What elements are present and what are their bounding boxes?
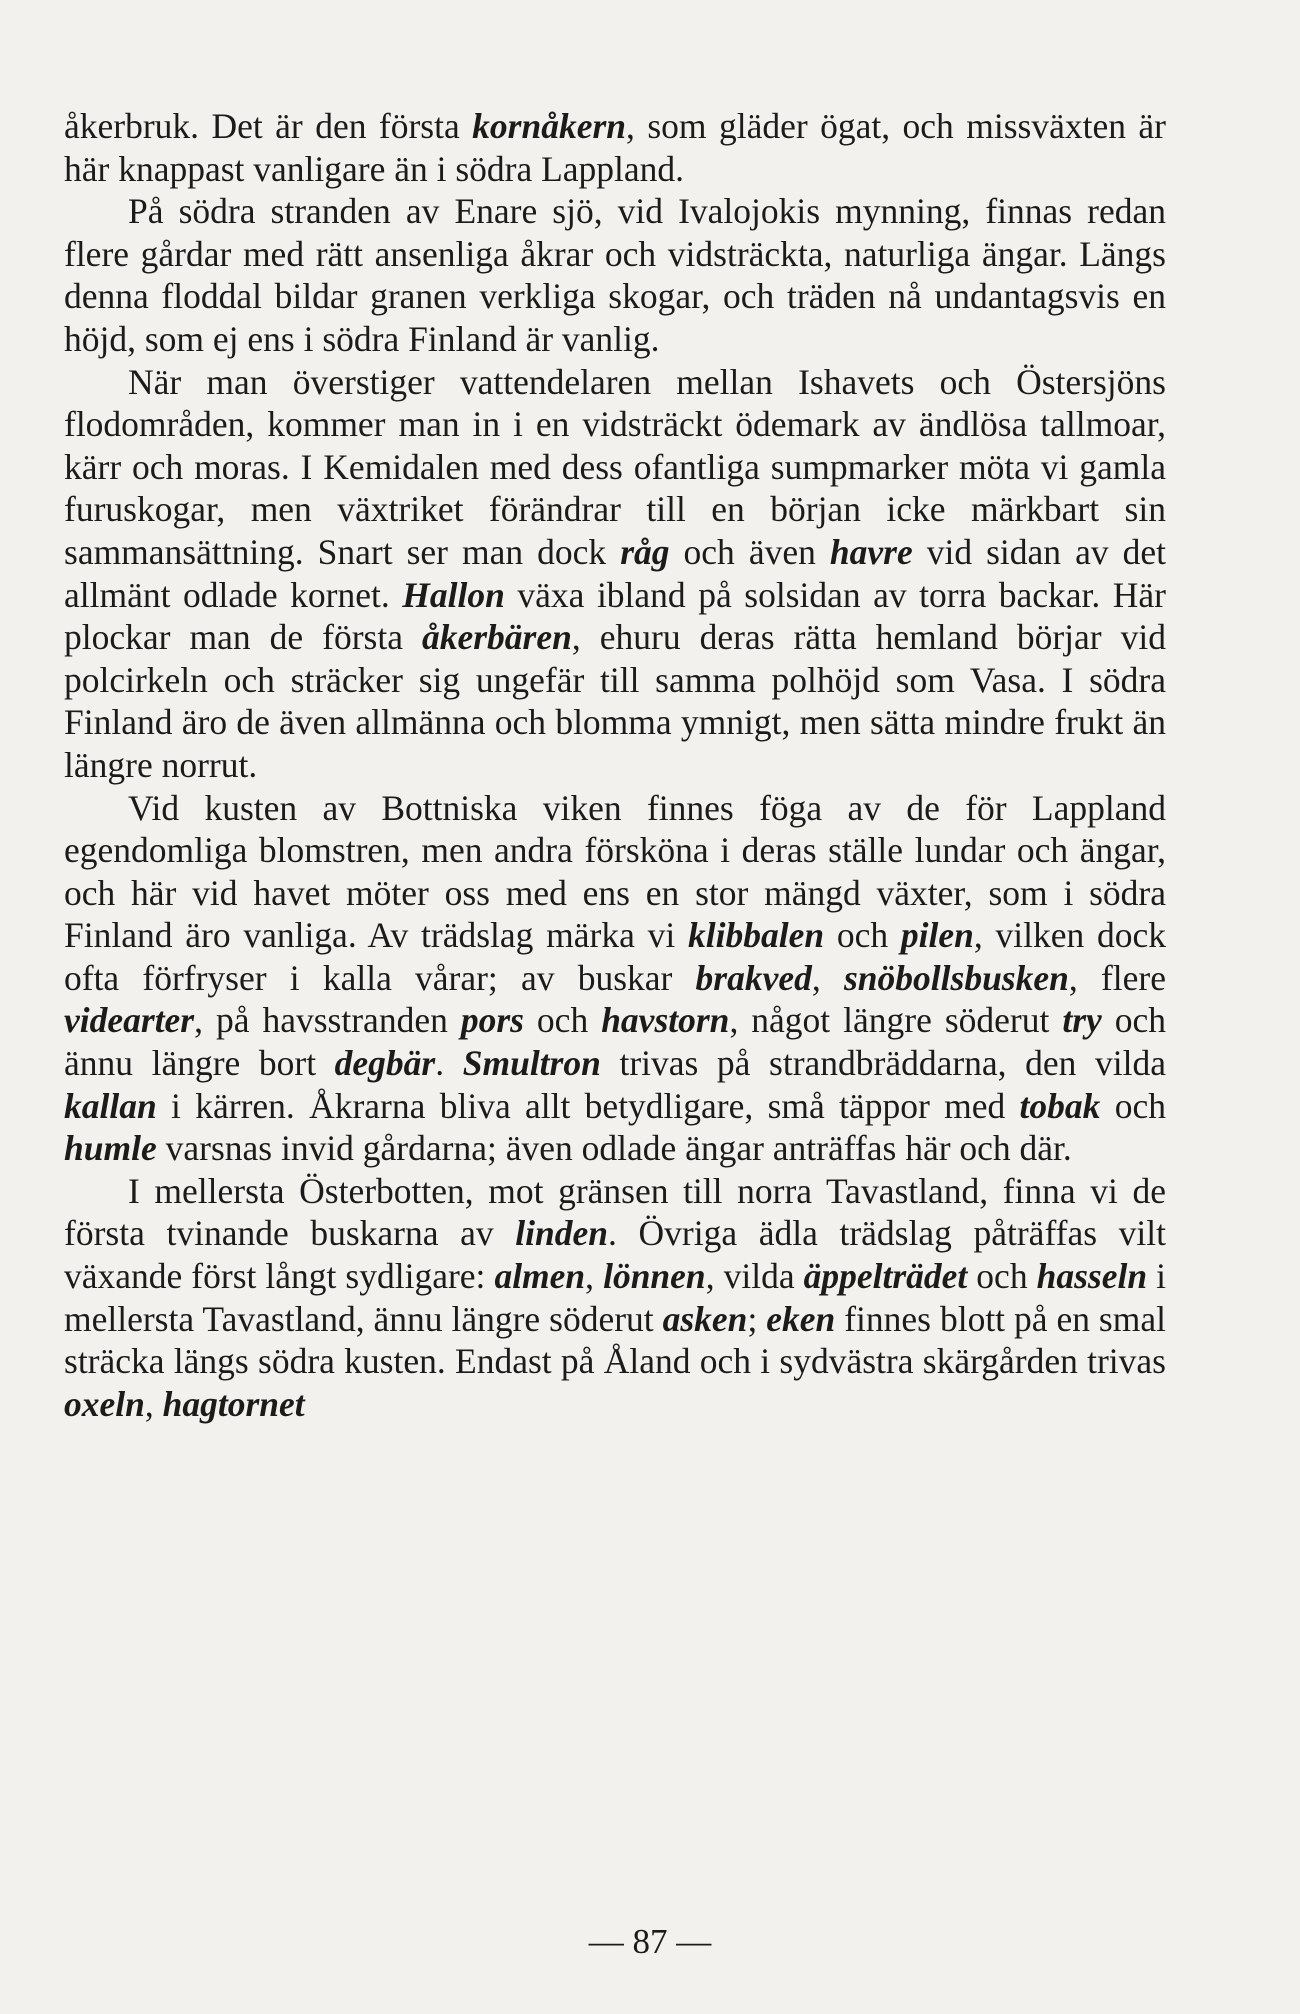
italic-term: äppelträdet bbox=[803, 1256, 968, 1297]
page-number: — 87 — bbox=[588, 1922, 712, 1961]
text-run: När man överstiger vattendelaren mellan Ishavets och Östersjöns flodområden, kommer man in i en vidsträckt ödemark av ändlösa tallmoar, kärr och moras. I Kemidalen med dess ofantliga sumpmarker möta vi gamla furuskogar, men växtriket förändrar till en början icke märkbart sin sammansättning. Snart ser man dock bbox=[64, 361, 1166, 572]
text-run: vid sidan av det allmänt odlade kornet. bbox=[64, 531, 1166, 615]
text-run: och även bbox=[669, 531, 830, 572]
italic-term: snöbollsbusken bbox=[843, 957, 1069, 998]
paragraph bbox=[64, 787, 1166, 1170]
paragraph bbox=[64, 190, 1166, 360]
italic-term: råg bbox=[620, 531, 670, 572]
text-run: i kärren. Åkrarna bliva allt betydligare, små täppor med bbox=[156, 1085, 1020, 1126]
italic-term: hagtornet bbox=[162, 1383, 305, 1424]
italic-term: brakved bbox=[695, 957, 812, 998]
paragraph bbox=[64, 361, 1166, 787]
italic-term: degbär bbox=[334, 1043, 436, 1084]
text-run: , på havsstranden bbox=[194, 1000, 461, 1041]
text-run: åkerbruk. Det är den första bbox=[64, 106, 473, 146]
italic-term: Smultron bbox=[462, 1043, 601, 1084]
italic-term: almen bbox=[494, 1256, 586, 1297]
text-run: , vilda bbox=[705, 1256, 804, 1297]
text-run: växa ibland på solsidan av torra backar. Här plockar man de första bbox=[64, 574, 1166, 658]
paragraph bbox=[64, 105, 1166, 190]
italic-term: havstorn bbox=[601, 1000, 730, 1041]
italic-term: pilen bbox=[900, 915, 974, 956]
text-run: finnes blott på en smal sträcka längs södra kusten. Endast på Åland och i sydvästra skärgården trivas bbox=[64, 1298, 1166, 1382]
text-run: och ännu längre bort bbox=[64, 1000, 1167, 1084]
text-run: , som gläder ögat, och missväxten är här knappast vanligare än i södra Lappland. bbox=[64, 106, 1166, 189]
italic-term: pors bbox=[460, 1000, 524, 1041]
text-run: I mellersta Österbotten, mot gränsen till norra Tavastland, finna vi de första tvinande buskarna av bbox=[64, 1170, 1166, 1254]
italic-term: asken bbox=[662, 1298, 748, 1339]
italic-term: tobak bbox=[1019, 1085, 1101, 1126]
text-run: På södra stranden av Enare sjö, vid Ivalojokis mynning, finnas redan flere gårdar med rätt ansenliga åkrar och vidsträckta, naturliga ängar. Längs denna floddal bildar granen verkliga skogar, och träden nå undantagsvis en höjd, som ej ens i södra Finland är vanlig. bbox=[64, 191, 1166, 359]
italic-term: videarter bbox=[64, 1000, 195, 1041]
italic-term: klibbalen bbox=[687, 915, 825, 956]
italic-term: eken bbox=[766, 1298, 836, 1339]
text-run: , något längre söderut bbox=[729, 1000, 1063, 1041]
text-run: , flere bbox=[1068, 957, 1166, 998]
text-run: . bbox=[435, 1043, 463, 1084]
italic-term: Hallon bbox=[402, 574, 505, 615]
italic-term: hasseln bbox=[1036, 1256, 1148, 1297]
text-run: i mellersta Tavastland, ännu längre söderut bbox=[64, 1256, 1167, 1339]
italic-term: linden bbox=[515, 1213, 608, 1254]
italic-term: lönnen bbox=[603, 1256, 706, 1297]
text-run: , bbox=[585, 1256, 604, 1297]
text-run: och bbox=[523, 1000, 602, 1041]
text-run: trivas på strandbräddarna, den vilda bbox=[600, 1043, 1166, 1084]
text-run: varsnas invid gårdarna; även odlade ängar anträffas här och där. bbox=[156, 1128, 1072, 1169]
text-run: och bbox=[1100, 1085, 1166, 1126]
italic-term: kornåkern bbox=[472, 106, 627, 146]
text-run: , ehuru deras rätta hemland börjar vid polcirkeln och sträcker sig ungefär till samma polhöjd som Vasa. I södra Finland äro de även allmänna och blomma ymnigt, men sätta mindre frukt än längre norrut. bbox=[64, 617, 1167, 785]
italic-term: humle bbox=[64, 1128, 157, 1169]
text-run: och bbox=[824, 915, 901, 956]
text-run: . Övriga ädla trädslag påträffas vilt växande först långt sydligare: bbox=[64, 1213, 1166, 1297]
text-run: , vilken dock ofta förfryser i kalla vårar; av buskar bbox=[64, 915, 1166, 998]
paragraph bbox=[64, 1170, 1166, 1426]
text-run: och bbox=[967, 1256, 1037, 1297]
italic-term: oxeln bbox=[64, 1383, 145, 1424]
text-run: , bbox=[144, 1383, 163, 1424]
text-run: ; bbox=[747, 1298, 767, 1339]
italic-term: kallan bbox=[64, 1085, 157, 1126]
text-run: Vid kusten av Bottniska viken finnes föga av de för Lappland egendomliga blomstren, men andra försköna i deras ställe lundar och ängar, och här vid havet möter oss med ens en stor mängd växter, som i södra Finland äro vanliga. Av trädslag märka vi bbox=[64, 787, 1166, 956]
italic-term: havre bbox=[829, 531, 913, 572]
text-run: , bbox=[811, 957, 844, 998]
page-body bbox=[64, 105, 1166, 1425]
italic-term: åkerbären bbox=[421, 617, 572, 658]
italic-term: try bbox=[1062, 1000, 1102, 1041]
